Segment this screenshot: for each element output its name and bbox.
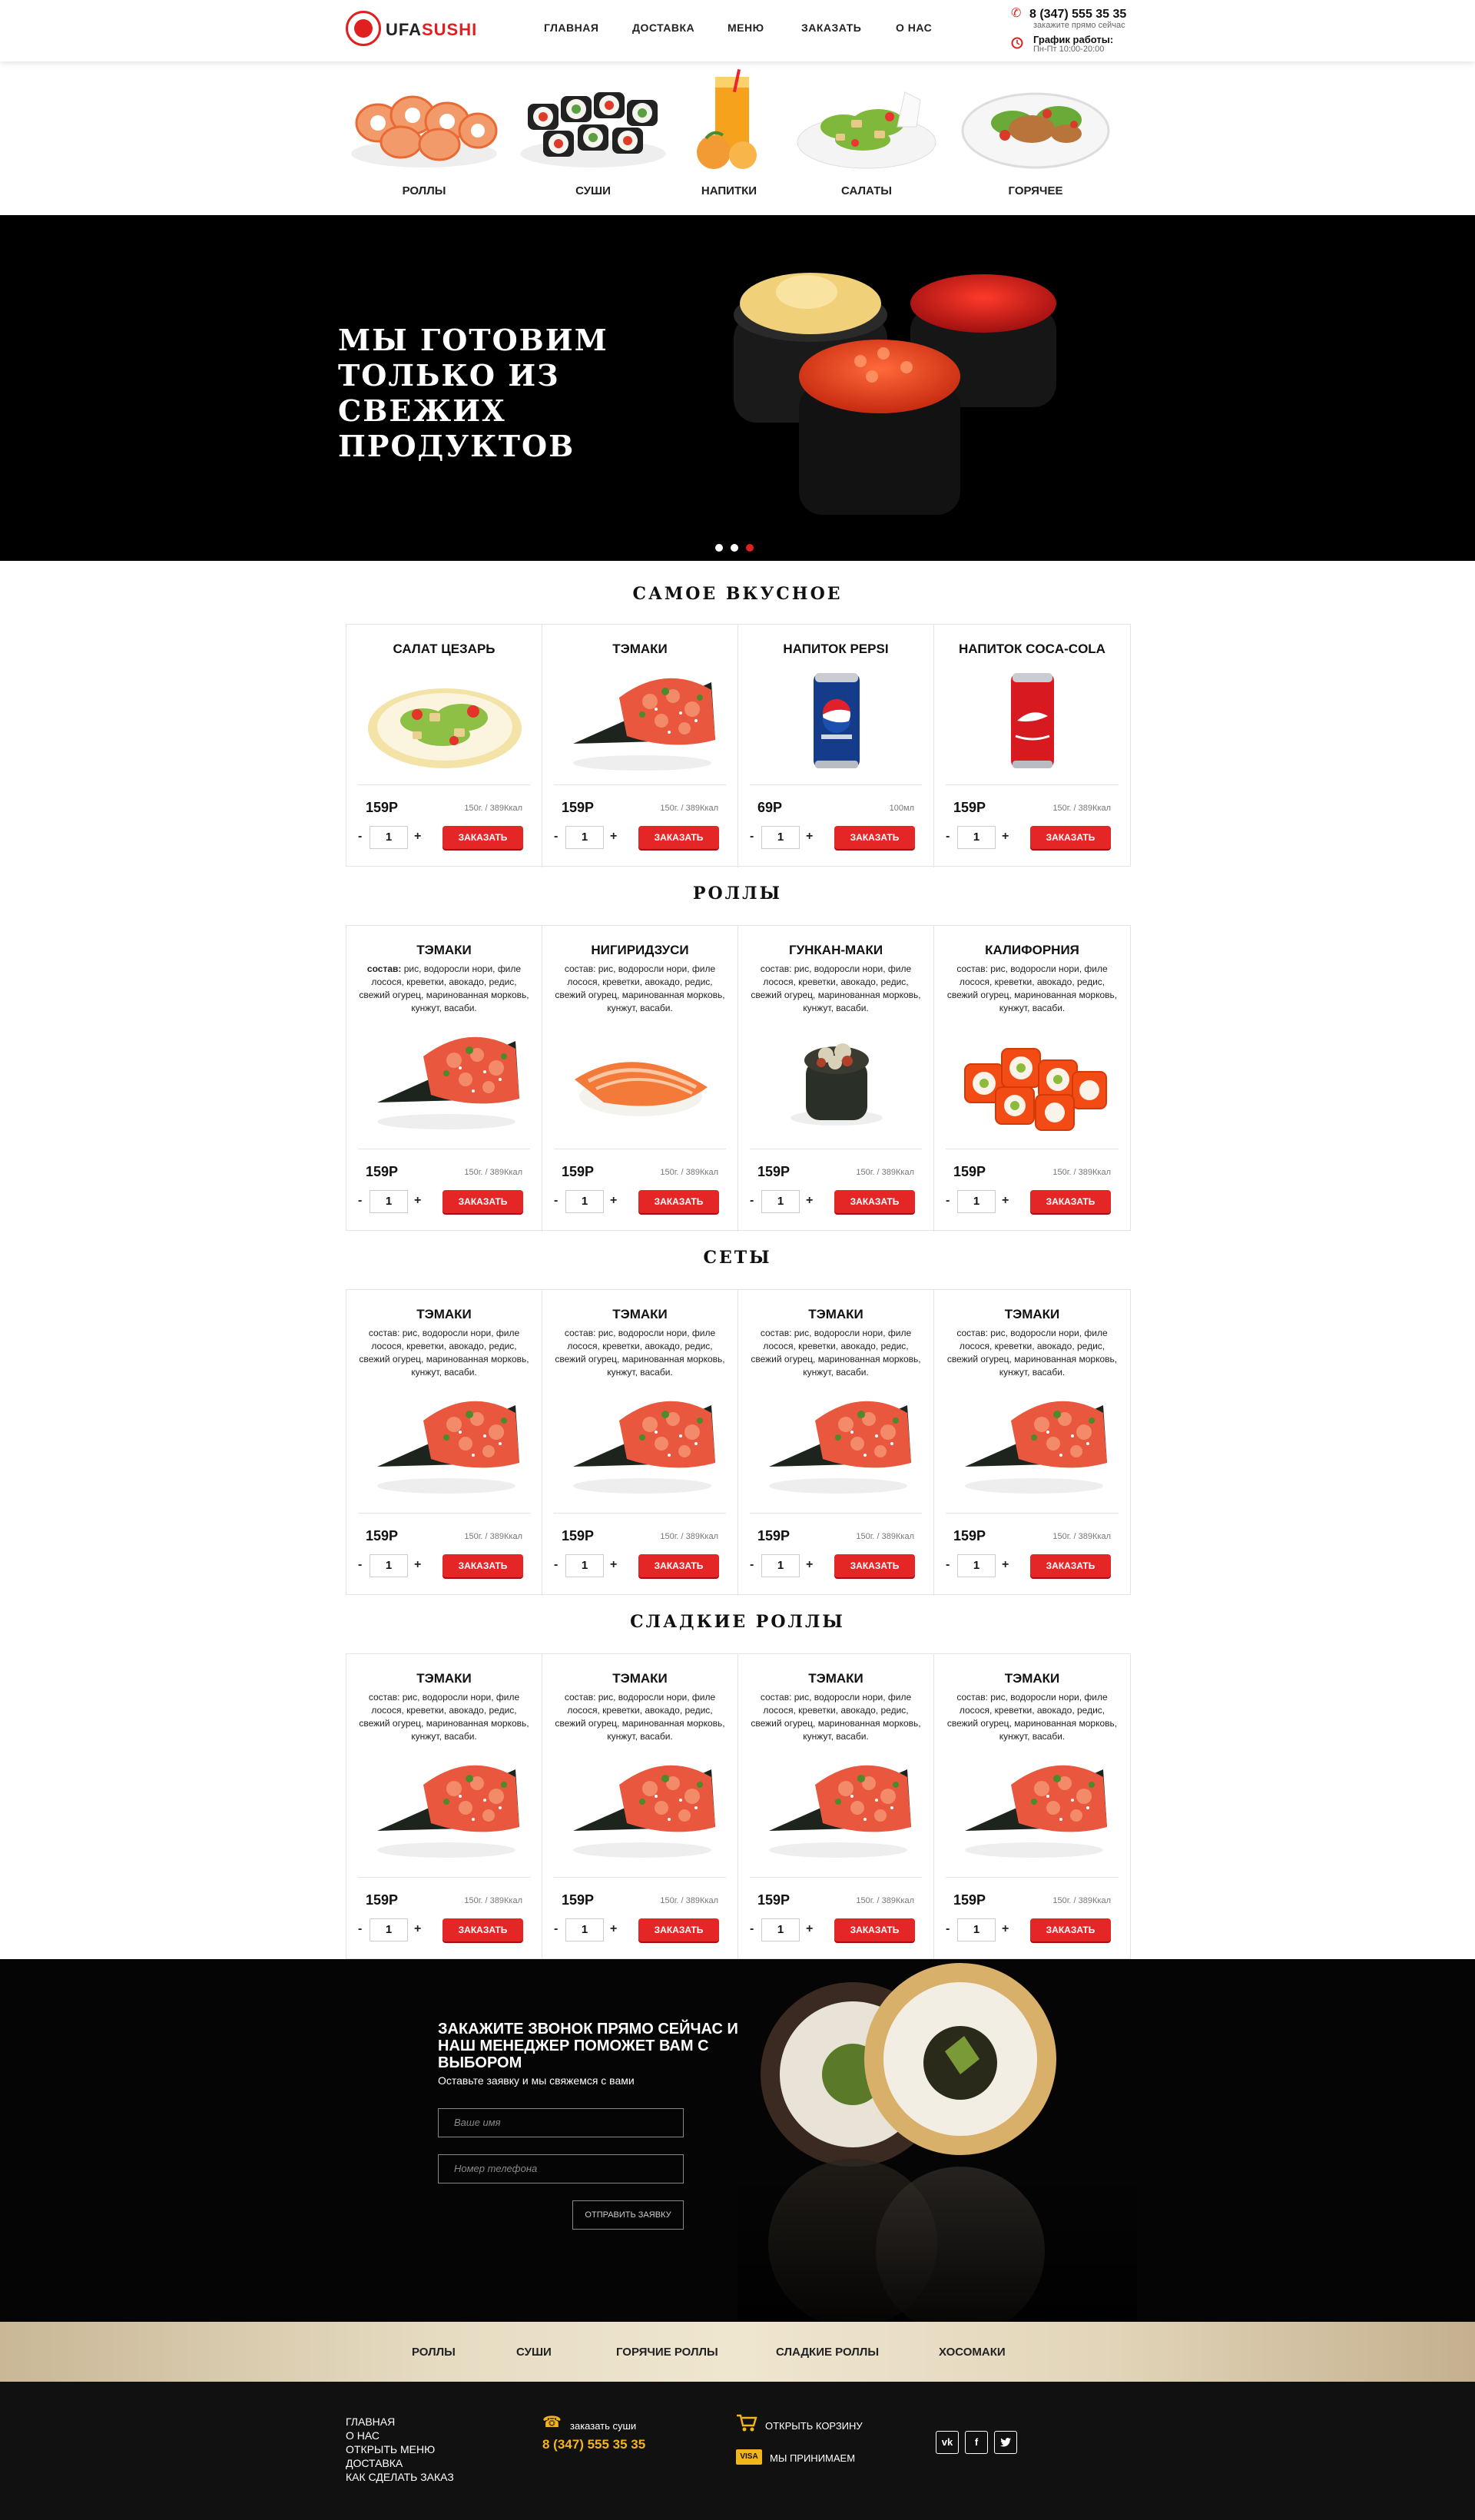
divider: [358, 784, 530, 785]
footer-link-home[interactable]: ГЛАВНАЯ: [346, 2416, 396, 2428]
product-weight: 150г. / 389Ккал: [856, 1896, 914, 1905]
divider: [946, 1513, 1119, 1514]
product-price: 159Р: [953, 1528, 986, 1544]
qty-decrease-button[interactable]: -: [750, 1194, 754, 1207]
product-name: ТЭМАКИ: [416, 1671, 472, 1686]
product-image: [558, 1754, 723, 1865]
product-card: [346, 1654, 542, 1960]
product-weight: 150г. / 389Ккал: [464, 804, 522, 813]
divider: [750, 784, 922, 785]
strip-link-sweet-rolls[interactable]: СЛАДКИЕ РОЛЛЫ: [776, 2346, 880, 2359]
product-card: [542, 625, 738, 867]
cart-icon: [736, 2414, 757, 2432]
product-name: ТЭМАКИ: [1004, 1671, 1060, 1686]
product-weight: 150г. / 389Ккал: [1052, 1896, 1111, 1905]
product-image: [950, 1390, 1115, 1501]
product-description: [750, 963, 922, 1015]
qty-decrease-button[interactable]: -: [750, 1558, 754, 1571]
product-description: [946, 1327, 1119, 1379]
product-card: [934, 926, 1130, 1232]
name-input[interactable]: Ваше имя: [438, 2108, 684, 2137]
product-weight: 150г. / 389Ккал: [1052, 1168, 1111, 1177]
qty-increase-button[interactable]: +: [806, 1922, 814, 1935]
cta-heading: ЗАКАЖИТЕ ЗВОНОК ПРЯМО СЕЙЧАС И НАШ МЕНЕДЖЕР ПОМОЖЕТ ВАМ С ВЫБОРОМ: [438, 2021, 738, 2071]
product-image: [950, 667, 1115, 778]
product-price: 69Р: [757, 800, 783, 815]
section-title: РОЛЛЫ: [692, 884, 783, 904]
description-label: состав:: [366, 963, 402, 974]
category-salads[interactable]: [790, 69, 943, 207]
qty-increase-button[interactable]: +: [1002, 1194, 1009, 1207]
qty-increase-button[interactable]: +: [610, 1194, 618, 1207]
product-weight: 150г. / 389Ккал: [464, 1168, 522, 1177]
qty-decrease-button[interactable]: -: [946, 830, 950, 843]
qty-increase-button[interactable]: +: [1002, 830, 1009, 843]
qty-increase-button[interactable]: +: [414, 1194, 422, 1207]
product-description: [750, 1327, 922, 1379]
footer-link-about[interactable]: О НАС: [346, 2429, 380, 2442]
hot-image: [959, 69, 1112, 177]
qty-increase-button[interactable]: +: [610, 1922, 618, 1935]
facebook-icon[interactable]: f: [965, 2431, 988, 2454]
product-image: [754, 667, 919, 778]
product-description: [554, 963, 726, 1015]
qty-input[interactable]: 1: [957, 826, 996, 849]
phone-input[interactable]: Номер телефона: [438, 2154, 684, 2183]
qty-input[interactable]: 1: [761, 826, 800, 849]
slider-dot-3-active[interactable]: [746, 544, 754, 552]
product-name: ТЭМАКИ: [808, 1671, 863, 1686]
hero-image: [691, 261, 1091, 522]
qty-input[interactable]: 1: [565, 1554, 604, 1577]
description-text: рис, водоросли нори, филе лосося, креветки, авокадо, редис, свежий огурец, маринованная морковь, кунжут, васаби.: [359, 963, 529, 1013]
product-card: [934, 1290, 1130, 1596]
qty-input[interactable]: 1: [565, 826, 604, 849]
qty-input[interactable]: 1: [957, 1554, 996, 1577]
order-button[interactable]: ЗАКАЗАТЬ: [1030, 1554, 1111, 1577]
category-label: ГОРЯЧЕЕ: [1008, 184, 1063, 197]
qty-decrease-button[interactable]: -: [554, 1922, 559, 1935]
product-image: [558, 1026, 723, 1137]
product-name: ТЭМАКИ: [1004, 1307, 1060, 1321]
order-button[interactable]: ЗАКАЗАТЬ: [834, 1918, 915, 1941]
qty-input[interactable]: 1: [370, 1190, 408, 1213]
divider: [554, 1877, 726, 1878]
qty-decrease-button[interactable]: -: [358, 830, 363, 843]
strip-link-sushi[interactable]: СУШИ: [516, 2346, 552, 2359]
category-label: СУШИ: [575, 184, 611, 197]
product-image: [754, 1390, 919, 1501]
product-image: [362, 1026, 527, 1137]
sushi-image: [516, 69, 670, 177]
product-description: [946, 1691, 1119, 1743]
description-text: состав: рис, водоросли нори, филе лосося, креветки, авокадо, редис, свежий огурец, маринованная морковь, кунжут, васаби.: [751, 1692, 921, 1742]
nav-about[interactable]: О НАС: [896, 22, 933, 34]
hero-title: МЫ ГОТОВИМ ТОЛЬКО ИЗ СВЕЖИХ ПРОДУКТОВ: [338, 323, 608, 463]
product-weight: 100мл: [889, 804, 914, 813]
product-card: [542, 926, 738, 1232]
qty-input[interactable]: 1: [370, 1918, 408, 1941]
nav-order[interactable]: ЗАКАЗАТЬ: [801, 22, 862, 34]
site-header: [0, 0, 1475, 61]
strip-link-hosomaki[interactable]: ХОСОМАКИ: [939, 2346, 1006, 2359]
category-hot[interactable]: [959, 69, 1112, 207]
qty-increase-button[interactable]: +: [1002, 1922, 1009, 1935]
header-phone[interactable]: 8 (347) 555 35 35: [1029, 8, 1127, 21]
product-price: 159Р: [562, 1528, 595, 1544]
product-name: НАПИТОК PEPSI: [783, 642, 889, 656]
product-image: [754, 1754, 919, 1865]
schedule-title: График работы:: [1033, 34, 1114, 45]
product-price: 159Р: [366, 800, 399, 815]
product-price: 159Р: [953, 1892, 986, 1908]
product-price: 159Р: [757, 1164, 791, 1179]
order-button[interactable]: ЗАКАЗАТЬ: [442, 1190, 523, 1213]
qty-decrease-button[interactable]: -: [554, 830, 559, 843]
product-name: ГУНКАН-МАКИ: [788, 943, 883, 957]
nav-menu[interactable]: МЕНЮ: [728, 22, 764, 34]
product-weight: 150г. / 389Ккал: [464, 1896, 522, 1905]
phone-icon: ☎: [542, 2414, 562, 2431]
footer-link-menu[interactable]: ОТКРЫТЬ МЕНЮ: [346, 2443, 436, 2455]
hero-slider: [0, 215, 1475, 561]
qty-increase-button[interactable]: +: [806, 830, 814, 843]
divider: [358, 1513, 530, 1514]
product-price: 159Р: [562, 1164, 595, 1179]
description-text: состав: рис, водоросли нори, филе лосося, креветки, авокадо, редис, свежий огурец, маринованная морковь, кунжут, васаби.: [555, 1692, 725, 1742]
product-image: [950, 1026, 1115, 1137]
category-rolls[interactable]: [347, 69, 501, 207]
product-image: [558, 667, 723, 778]
logo-text-prefix: UFA: [386, 20, 422, 39]
category-sushi[interactable]: [516, 69, 670, 207]
qty-input[interactable]: 1: [565, 1190, 604, 1213]
product-card: [738, 1290, 934, 1596]
product-description: [358, 1327, 530, 1379]
logo[interactable]: [346, 11, 478, 45]
qty-input[interactable]: 1: [370, 1554, 408, 1577]
qty-input[interactable]: 1: [370, 826, 408, 849]
slider-dot-1[interactable]: [715, 544, 723, 552]
phone-icon: ✆: [1011, 7, 1022, 20]
category-drinks[interactable]: [652, 69, 806, 207]
product-image: [754, 1026, 919, 1137]
qty-input[interactable]: 1: [761, 1190, 800, 1213]
description-text: состав: рис, водоросли нори, филе лосося, креветки, авокадо, редис, свежий огурец, маринованная морковь, кунжут, васаби.: [751, 1328, 921, 1378]
qty-decrease-button[interactable]: -: [946, 1922, 950, 1935]
drinks-image: [652, 69, 806, 177]
order-button[interactable]: ЗАКАЗАТЬ: [638, 826, 719, 849]
qty-decrease-button[interactable]: -: [554, 1194, 559, 1207]
divider: [554, 784, 726, 785]
twitter-icon[interactable]: [994, 2431, 1017, 2454]
divider: [946, 784, 1119, 785]
salads-image: [790, 69, 943, 177]
product-card: [934, 1654, 1130, 1960]
product-price: 159Р: [562, 800, 595, 815]
nav-home[interactable]: ГЛАВНАЯ: [544, 22, 599, 34]
divider: [750, 1877, 922, 1878]
product-card: [934, 625, 1130, 867]
product-card: [346, 625, 542, 867]
section-title: СЕТЫ: [703, 1248, 772, 1268]
header-phone-sub: закажите прямо сейчас: [1033, 21, 1125, 30]
description-text: состав: рис, водоросли нори, филе лосося, креветки, авокадо, редис, свежий огурец, маринованная морковь, кунжут, васаби.: [946, 1328, 1118, 1378]
product-grid: [346, 624, 1131, 867]
cta-subtitle: Оставьте заявку и мы свяжемся с вами: [438, 2074, 635, 2087]
qty-decrease-button[interactable]: -: [358, 1558, 363, 1571]
callback-section: [0, 1959, 1475, 2322]
product-card: [346, 1290, 542, 1596]
order-button[interactable]: ЗАКАЗАТЬ: [638, 1918, 719, 1941]
product-card: [738, 926, 934, 1232]
product-description: [358, 963, 530, 1015]
qty-decrease-button[interactable]: -: [750, 1922, 754, 1935]
qty-increase-button[interactable]: +: [806, 1558, 814, 1571]
qty-decrease-button[interactable]: -: [750, 830, 754, 843]
description-text: состав: рис, водоросли нори, филе лосося, креветки, авокадо, редис, свежий огурец, маринованная морковь, кунжут, васаби.: [555, 1328, 725, 1378]
logo-mark: [346, 11, 381, 46]
order-button[interactable]: ЗАКАЗАТЬ: [442, 826, 523, 849]
product-name: САЛАТ ЦЕЗАРЬ: [393, 642, 496, 656]
product-price: 159Р: [562, 1892, 595, 1908]
product-price: 159Р: [953, 1164, 986, 1179]
product-card: [542, 1290, 738, 1596]
product-grid: [346, 925, 1131, 1231]
order-button[interactable]: ЗАКАЗАТЬ: [834, 1190, 915, 1213]
product-grid: [346, 1653, 1131, 1959]
product-image: [362, 667, 527, 778]
product-name: НИГИРИДЗУСИ: [591, 943, 689, 957]
qty-increase-button[interactable]: +: [806, 1194, 814, 1207]
product-image: [950, 1754, 1115, 1865]
qty-increase-button[interactable]: +: [610, 1558, 618, 1571]
qty-input[interactable]: 1: [761, 1918, 800, 1941]
description-text: состав: рис, водоросли нори, филе лосося, креветки, авокадо, редис, свежий огурец, маринованная морковь, кунжут, васаби.: [359, 1692, 529, 1742]
product-image: [362, 1754, 527, 1865]
cta-rolls-image: [738, 1959, 1137, 2322]
order-button[interactable]: ЗАКАЗАТЬ: [442, 1554, 523, 1577]
order-button[interactable]: ЗАКАЗАТЬ: [638, 1190, 719, 1213]
description-text: состав: рис, водоросли нори, филе лосося, креветки, авокадо, редис, свежий огурец, маринованная морковь, кунжут, васаби.: [555, 963, 725, 1013]
section-title: САМОЕ ВКУСНОЕ: [632, 584, 843, 604]
order-button[interactable]: ЗАКАЗАТЬ: [1030, 1190, 1111, 1213]
product-card: [346, 926, 542, 1232]
description-text: состав: рис, водоросли нори, филе лосося, креветки, авокадо, редис, свежий огурец, маринованная морковь, кунжут, васаби.: [359, 1328, 529, 1378]
order-button[interactable]: ЗАКАЗАТЬ: [834, 826, 915, 849]
divider: [358, 1877, 530, 1878]
product-image: [558, 1390, 723, 1501]
description-text: состав: рис, водоросли нори, филе лосося, креветки, авокадо, редис, свежий огурец, маринованная морковь, кунжут, васаби.: [946, 1692, 1118, 1742]
category-label: САЛАТЫ: [841, 184, 892, 197]
order-button[interactable]: ЗАКАЗАТЬ: [1030, 1918, 1111, 1941]
product-card: [738, 625, 934, 867]
qty-increase-button[interactable]: +: [1002, 1558, 1009, 1571]
section-title: СЛАДКИЕ РОЛЛЫ: [630, 1612, 845, 1632]
schedule-hours: Пн-Пт 10:00-20:00: [1033, 45, 1105, 54]
nav-delivery[interactable]: ДОСТАВКА: [632, 22, 695, 34]
product-price: 159Р: [366, 1164, 399, 1179]
product-weight: 150г. / 389Ккал: [1052, 1532, 1111, 1541]
vk-icon[interactable]: vk: [936, 2431, 959, 2454]
product-price: 159Р: [953, 800, 986, 815]
product-weight: 150г. / 389Ккал: [660, 1532, 718, 1541]
footer-link-delivery[interactable]: ДОСТАВКА: [346, 2457, 403, 2469]
divider: [750, 1513, 922, 1514]
product-name: КАЛИФОРНИЯ: [985, 943, 1079, 957]
order-button[interactable]: ЗАКАЗАТЬ: [442, 1918, 523, 1941]
qty-increase-button[interactable]: +: [414, 1922, 422, 1935]
product-weight: 150г. / 389Ккал: [1052, 804, 1111, 813]
site-footer: [0, 2382, 1475, 2520]
qty-decrease-button[interactable]: -: [554, 1558, 559, 1571]
qty-increase-button[interactable]: +: [414, 830, 422, 843]
category-label: НАПИТКИ: [701, 184, 757, 197]
product-weight: 150г. / 389Ккал: [856, 1532, 914, 1541]
qty-increase-button[interactable]: +: [610, 830, 618, 843]
submit-request-button[interactable]: ОТПРАВИТЬ ЗАЯВКУ: [572, 2200, 684, 2230]
product-description: [750, 1691, 922, 1743]
product-name: НАПИТОК COCA-COLA: [959, 642, 1105, 656]
product-card: [542, 1654, 738, 1960]
product-price: 159Р: [366, 1892, 399, 1908]
rolls-image: [347, 69, 501, 177]
product-image: [362, 1390, 527, 1501]
qty-input[interactable]: 1: [761, 1554, 800, 1577]
product-description: [946, 963, 1119, 1015]
category-strip: [0, 2322, 1475, 2382]
description-text: состав: рис, водоросли нори, филе лосося, креветки, авокадо, редис, свежий огурец, маринованная морковь, кунжут, васаби.: [946, 963, 1118, 1013]
qty-input[interactable]: 1: [957, 1190, 996, 1213]
product-name: ТЭМАКИ: [612, 1671, 668, 1686]
product-weight: 150г. / 389Ккал: [660, 804, 718, 813]
strip-link-hot-rolls[interactable]: ГОРЯЧИЕ РОЛЛЫ: [616, 2346, 718, 2359]
order-button[interactable]: ЗАКАЗАТЬ: [834, 1554, 915, 1577]
qty-increase-button[interactable]: +: [414, 1558, 422, 1571]
strip-link-rolls[interactable]: РОЛЛЫ: [412, 2346, 456, 2359]
product-grid: [346, 1289, 1131, 1595]
qty-decrease-button[interactable]: -: [946, 1194, 950, 1207]
product-name: ТЭМАКИ: [416, 943, 472, 957]
product-price: 159Р: [366, 1528, 399, 1544]
logo-text-suffix: SUSHI: [422, 20, 478, 39]
footer-call-label: заказать суши: [570, 2420, 637, 2432]
qty-decrease-button[interactable]: -: [358, 1194, 363, 1207]
order-button[interactable]: ЗАКАЗАТЬ: [638, 1554, 719, 1577]
product-card: [738, 1654, 934, 1960]
visa-icon: VISA: [736, 2449, 762, 2465]
product-description: [554, 1327, 726, 1379]
product-weight: 150г. / 389Ккал: [660, 1896, 718, 1905]
product-description: [358, 1691, 530, 1743]
product-name: ТЭМАКИ: [612, 642, 668, 656]
slider-dot-2[interactable]: [731, 544, 738, 552]
divider: [946, 1877, 1119, 1878]
accept-label: МЫ ПРИНИМАЕМ: [770, 2452, 856, 2464]
product-price: 159Р: [757, 1528, 791, 1544]
description-text: состав: рис, водоросли нори, филе лосося, креветки, авокадо, редис, свежий огурец, маринованная морковь, кунжут, васаби.: [751, 963, 921, 1013]
order-button[interactable]: ЗАКАЗАТЬ: [1030, 826, 1111, 849]
product-weight: 150г. / 389Ккал: [464, 1532, 522, 1541]
product-name: ТЭМАКИ: [416, 1307, 472, 1321]
product-price: 159Р: [757, 1892, 791, 1908]
category-label: РОЛЛЫ: [402, 184, 446, 197]
qty-input[interactable]: 1: [565, 1918, 604, 1941]
product-description: [554, 1691, 726, 1743]
product-name: ТЭМАКИ: [808, 1307, 863, 1321]
open-cart-link[interactable]: ОТКРЫТЬ КОРЗИНУ: [765, 2420, 863, 2432]
divider: [554, 1513, 726, 1514]
product-weight: 150г. / 389Ккал: [856, 1168, 914, 1177]
clock-icon: [1011, 37, 1023, 49]
footer-link-how-to-order[interactable]: КАК СДЕЛАТЬ ЗАКАЗ: [346, 2471, 454, 2483]
qty-decrease-button[interactable]: -: [358, 1922, 363, 1935]
footer-phone[interactable]: 8 (347) 555 35 35: [542, 2437, 646, 2452]
product-name: ТЭМАКИ: [612, 1307, 668, 1321]
product-weight: 150г. / 389Ккал: [660, 1168, 718, 1177]
qty-decrease-button[interactable]: -: [946, 1558, 950, 1571]
qty-input[interactable]: 1: [957, 1918, 996, 1941]
